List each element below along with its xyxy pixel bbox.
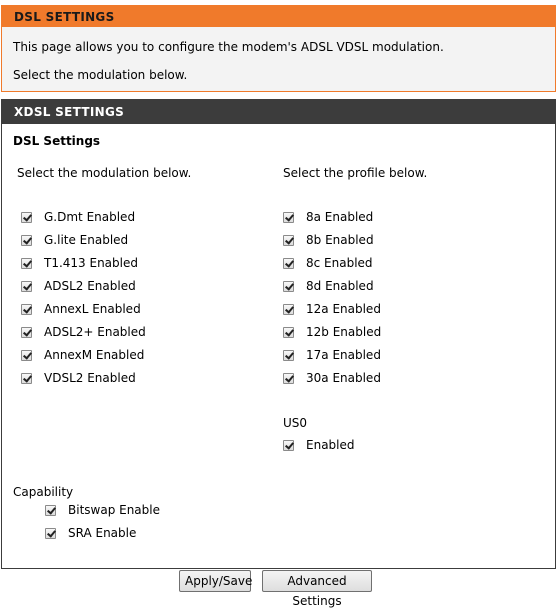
capability-heading: Capability xyxy=(13,485,74,499)
modulation-checkbox[interactable] xyxy=(21,258,32,269)
profile-option xyxy=(283,324,381,340)
profile-label: 8b Enabled xyxy=(306,233,374,247)
modulation-label: VDSL2 Enabled xyxy=(44,371,136,385)
sra-option xyxy=(45,525,136,541)
modulation-option xyxy=(21,301,141,317)
modulation-label: AnnexM Enabled xyxy=(44,348,145,362)
apply-save-button[interactable]: Apply/Save xyxy=(179,570,251,592)
bitswap-option xyxy=(45,502,160,518)
xdsl-settings-header: XDSL SETTINGS xyxy=(2,100,555,124)
bitswap-label: Bitswap Enable xyxy=(68,503,160,517)
page-description: This page allows you to configure the modem's ADSL VDSL modulation. xyxy=(13,40,444,54)
modulation-option xyxy=(21,347,144,363)
dsl-settings-header: DSL SETTINGS xyxy=(2,6,555,27)
profile-checkbox[interactable] xyxy=(283,327,294,338)
us0-label: Enabled xyxy=(306,438,355,452)
profile-label: 30a Enabled xyxy=(306,371,381,385)
advanced-settings-button[interactable]: Advanced Settings xyxy=(262,570,372,592)
modulation-option xyxy=(21,324,146,340)
modulation-option xyxy=(21,209,135,225)
modulation-checkbox[interactable] xyxy=(21,327,32,338)
modulation-checkbox[interactable] xyxy=(21,212,32,223)
profile-option xyxy=(283,255,373,271)
dsl-settings-section-title: DSL Settings xyxy=(13,134,101,148)
profile-checkbox[interactable] xyxy=(283,304,294,315)
modulation-label: T1.413 Enabled xyxy=(44,256,138,270)
sra-label: SRA Enable xyxy=(68,526,137,540)
profile-option xyxy=(283,232,374,248)
profile-checkbox[interactable] xyxy=(283,373,294,384)
modulation-label: ADSL2 Enabled xyxy=(44,279,136,293)
profile-option xyxy=(283,278,374,294)
us0-option xyxy=(283,437,355,453)
modulation-label: ADSL2+ Enabled xyxy=(44,325,146,339)
xdsl-settings-panel xyxy=(1,99,556,569)
modulation-checkbox[interactable] xyxy=(21,281,32,292)
profile-label: 8d Enabled xyxy=(306,279,374,293)
profile-checkbox[interactable] xyxy=(283,212,294,223)
modulation-label: AnnexL Enabled xyxy=(44,302,141,316)
profile-option xyxy=(283,347,381,363)
modulation-label: G.Dmt Enabled xyxy=(44,210,136,224)
profile-option xyxy=(283,301,381,317)
modulation-heading: Select the modulation below. xyxy=(17,166,192,180)
modulation-label: G.lite Enabled xyxy=(44,233,129,247)
profile-option xyxy=(283,209,373,225)
us0-heading: US0 xyxy=(283,416,308,430)
bitswap-checkbox[interactable] xyxy=(45,505,56,516)
profile-label: 12a Enabled xyxy=(306,302,381,316)
modulation-checkbox[interactable] xyxy=(21,350,32,361)
page-instruction: Select the modulation below. xyxy=(13,68,188,82)
profile-label: 8a Enabled xyxy=(306,210,374,224)
profile-label: 17a Enabled xyxy=(306,348,381,362)
modulation-option xyxy=(21,278,136,294)
dsl-settings-panel xyxy=(1,5,556,92)
profile-label: 12b Enabled xyxy=(306,325,382,339)
modulation-option xyxy=(21,370,136,386)
modulation-checkbox[interactable] xyxy=(21,235,32,246)
modulation-checkbox[interactable] xyxy=(21,373,32,384)
profile-checkbox[interactable] xyxy=(283,350,294,361)
modulation-checkbox[interactable] xyxy=(21,304,32,315)
sra-checkbox[interactable] xyxy=(45,528,56,539)
modulation-option xyxy=(21,232,128,248)
profile-checkbox[interactable] xyxy=(283,258,294,269)
us0-checkbox[interactable] xyxy=(283,440,294,451)
modulation-option xyxy=(21,255,138,271)
profile-heading: Select the profile below. xyxy=(283,166,428,180)
profile-label: 8c Enabled xyxy=(306,256,373,270)
profile-checkbox[interactable] xyxy=(283,281,294,292)
profile-option xyxy=(283,370,381,386)
profile-checkbox[interactable] xyxy=(283,235,294,246)
